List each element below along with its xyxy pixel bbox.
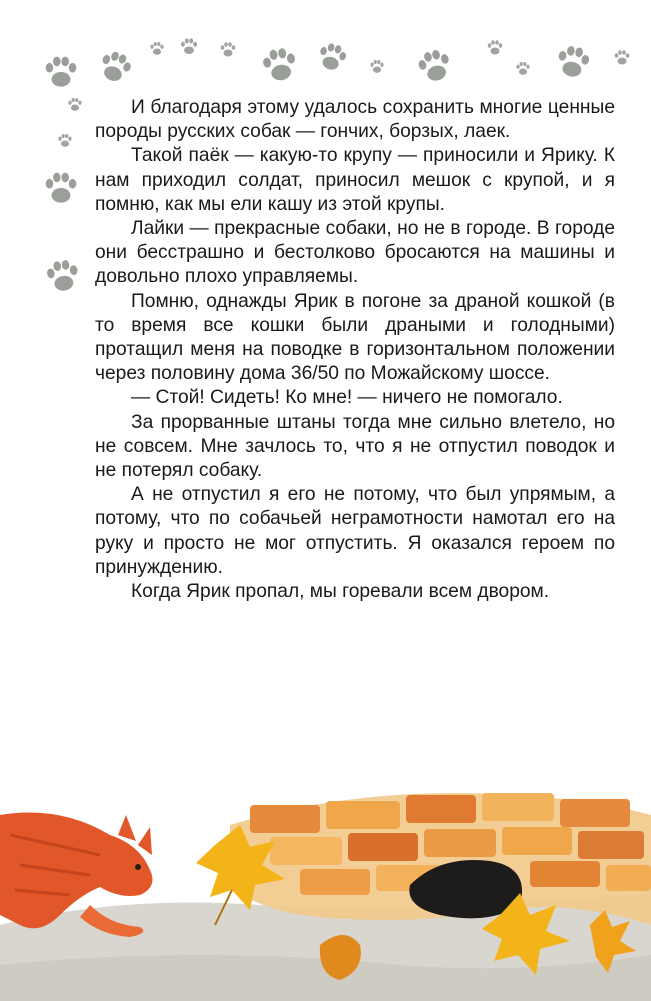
paragraph: А не отпустил я его не потому, что был упрямым, а потому, что по собачьей неграмотности намотал его на руку и просто не мог отпустить. Я оказался героем по принуждению. <box>95 484 615 578</box>
paragraph: Когда Ярик пропал, мы горевали всем двором. <box>131 581 550 603</box>
paw-print-icon <box>258 44 302 88</box>
paw-print-icon <box>95 48 135 88</box>
paw-print-icon <box>178 36 200 58</box>
paw-print-icon <box>414 46 456 88</box>
paw-print-icon <box>148 40 166 58</box>
paw-print-icon <box>514 60 532 78</box>
paragraph: Лайки — прекрасные собаки, но не в городе. В городе они бесстрашно и бестолково бросаются на машины и довольно плохо управляемы. <box>95 218 615 288</box>
paw-print-icon <box>485 38 505 58</box>
paragraph: Помню, однажды Ярик в погоне за драной кошкой (в то время все кошки были драными и голодными) протащил меня на поводке в горизонтальном положении через половину дома 36/50 по Можайскому шоссе. <box>95 290 615 385</box>
paw-print-icon <box>40 52 82 94</box>
paw-print-icon <box>66 96 84 114</box>
paw-print-icon <box>368 58 386 76</box>
paragraph: — Стой! Сидеть! Ко мне! — ничего не помогало. <box>131 387 563 409</box>
paw-print-icon <box>40 168 82 210</box>
paw-print-icon <box>56 132 74 150</box>
cat-bricks-autumn-leaves-illustration <box>0 775 651 1001</box>
paragraph: Такой паёк — какую-то крупу — приносили и Ярику. К нам приходил солдат, приносил мешок с крупой, и я помню, как мы ели кашу из этой крупы. <box>95 145 615 215</box>
paw-print-icon <box>552 42 594 84</box>
story-text <box>95 96 615 604</box>
paw-print-icon <box>314 40 350 76</box>
paragraph: За прорванные штаны тогда мне сильно влетело, но не совсем. Мне зачлось то, что я не отпустил поводок и не потерял собаку. <box>95 411 615 482</box>
paragraph: И благодаря этому удалось сохранить многие ценные породы русских собак — гончих, борзых, лаек. <box>95 97 615 143</box>
paw-print-icon <box>218 40 238 60</box>
paw-print-icon <box>42 256 84 298</box>
paw-print-icon <box>612 48 632 68</box>
